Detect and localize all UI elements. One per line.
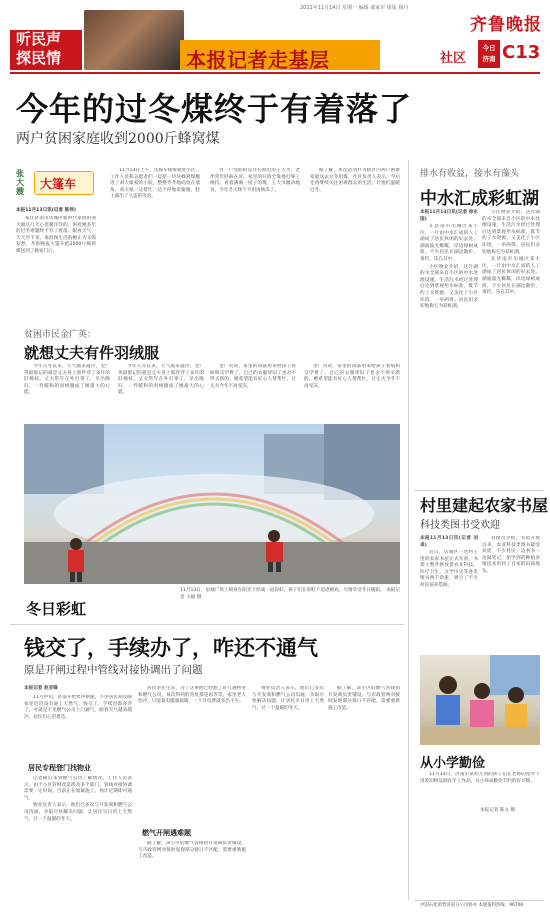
- footer-rule: [414, 900, 544, 901]
- lead-col3: [210, 168, 300, 316]
- story3-col2b: [138, 841, 246, 899]
- kid-1-body: [436, 695, 460, 725]
- story3-col1-text: 11月中旬，济南开始集中供暖，不少居民却反映家里迟迟没有通上天然气。钱交了，手续也都办齐了，可就是不见燃气公司上门通气，眼看天气越来越冷，居民们心里着急。: [24, 695, 132, 720]
- lead-col1-text: 家住济南市历城区新时代家园的刘大娘这几天心里暖洋洋的，困扰她多年的过冬难题终于有了着落。眼看天气一天天冷下来，靠低保生活的她正为买煤发愁，齐鲁晚报大篷车把2000斤蜂窝煤送到了她家门口。: [16, 216, 96, 254]
- kid-3-head: [508, 687, 524, 703]
- right-mid-headline: 村里建起农家书屋: [420, 496, 549, 515]
- kid-2-body: [470, 700, 494, 728]
- right-top-headline: 中水汇成彩虹湖: [420, 189, 539, 209]
- lead-col4-text: 据了解，本次活动共为辖区内两户困难家庭送去过冬用煤。社区负责人表示，今后还将继续关注困难群众的生活，让他们温暖过冬。: [310, 168, 400, 193]
- story3-col2-text: 居民李先生说，为了这事他已经跑了好几趟物业和燃气公司，每次得到的答复都是再等等。家里老人怕冷，只能靠电暖器取暖，一个月电费就多出不少。: [138, 686, 246, 705]
- logo-text: 大篷车: [40, 177, 77, 191]
- rainbow-photo: [24, 424, 400, 584]
- page-number: C13: [502, 42, 541, 63]
- story3-col1b-text2: 物业负责人表示，他们已多次与开发商和燃气公司沟通，争取尽快解决问题，让居民早日用上天然气，过一个温暖的冬天。: [24, 803, 132, 822]
- kids-photo: [420, 655, 540, 745]
- lead-byline: 本报11月13日讯(记者 陈伟): [16, 208, 76, 213]
- story2-col3-text: 今年入冬以来，天气越来越冷，金广英最惦记的就是丈夫身上那件穿了多年的旧棉袄。丈夫常年在外打零工，早出晚归，一件暖和的羽绒服成了她最大的心愿。: [118, 364, 204, 396]
- story3-headline: 钱交了，手续办了，咋还不通气: [24, 636, 318, 660]
- header-rule: [10, 72, 540, 74]
- right-bottom-title: 从小学勤俭: [420, 756, 486, 771]
- lead-col1: [16, 216, 96, 316]
- lead-col4: [310, 168, 400, 316]
- right-column-divider: [408, 160, 409, 900]
- story3-col3-text: 物业负责人表示，他们已多次与开发商和燃气公司沟通，争取尽快解决问题，让居民早日用上天然气，过一个温暖的冬天。: [252, 686, 324, 711]
- edition-box: [478, 40, 500, 68]
- right-top-byline: 本报11月13日讯(记者 徐永国): [420, 210, 478, 222]
- kid-3-body: [505, 704, 527, 730]
- right-top-col1-text: 在济南市历城区某小区，一片由中水汇成的人工湖成了居民休闲的好去处。湖面波光粼粼，岸边绿树成荫，不少居民在湖边散步、垂钓，乐在其中。: [420, 224, 478, 262]
- story3-col1b-text: 记者随后来到燃气公司了解情况。工作人员表示，由于小区管网改造涉及多个部门，管线对接协调需要一定时间，目前正在加紧施工，预计近期即可通气。: [24, 776, 132, 801]
- right-mid-col1-text: 近日，历城区一处村子里的农家书屋正式开放，书架上整齐摆放着农业科技、医疗卫生、文学历史等各类图书两千余册，吸引了不少村民前来借阅。: [420, 550, 478, 588]
- right-bottom-credit: 本报记者 陈文 摄: [480, 808, 516, 813]
- story2-col1-text: 今年入冬以来，天气越来越冷，金广英最惦记的就是丈夫身上那件穿了多年的旧棉袄。丈夫常年在外打零工，早出晚归，一件暖和的羽绒服成了她最大的心愿。: [24, 364, 110, 396]
- right-mid-col2-text: 管理员介绍，书屋开放以来，农业科技类图书最受欢迎，不少村民一边看书一边做笔记，把学到的种植养殖技术用到了自家的田间地头。: [482, 536, 540, 574]
- section-label: 社区: [440, 51, 467, 66]
- right-mid-byline: 本报11月13日讯(记者 刘卓): [420, 536, 478, 548]
- story2-col4: [304, 364, 400, 419]
- banner-photo: [84, 10, 184, 70]
- story2-col3: [118, 364, 204, 419]
- building-left: [24, 424, 104, 494]
- photo-scene: [24, 424, 400, 584]
- right-top-kicker: 排水有收益，接水有藻头: [420, 169, 520, 179]
- right-top-col1: [420, 224, 478, 486]
- kid-1-head: [439, 676, 457, 694]
- logo-small-text: 张大嫂: [16, 169, 24, 196]
- date-line: 2011年11月14日 星期一 编辑 戚家军 组版 杨丹: [300, 5, 409, 11]
- right-top-col2-text2: 在济南市历城区某小区，一片由中水汇成的人工湖成了居民休闲的好去处。湖面波光粼粼，岸边绿树成荫，不少居民在湖边散步、垂钓，乐在其中。: [482, 257, 540, 296]
- lead-subhead: 两户贫困家庭收到2000斤蜂窝煤: [16, 131, 220, 147]
- right-rule-1: [414, 490, 544, 491]
- right-top-col2-text: 小区物业介绍，这片湖的水全部来自小区的中水处理设施，生活污水经过处理后达到景观用水标准，既节约了水资源，又美化了小区环境，一举两得。居民们亲切地称它为彩虹湖。: [482, 210, 540, 255]
- lead-col2-text: 11月13日上午，送煤车缓缓驶进小区，工作人员和志愿者们一起把一块块蜂窝煤搬进了刘大娘家的小院，整整齐齐地码放在墙角。刘大娘一边帮忙一边不停地说谢谢，脸上露出了久违的笑容。: [110, 168, 200, 200]
- story3-col4: [328, 686, 400, 898]
- story3-col2b-text: 据了解，该小区的燃气管线由开发商负责铺设，与市政管网对接时发现部分接口不匹配，需要重新施工改造。: [138, 841, 246, 860]
- lead-col3-text: 另一户受助的是住在附近的王大爷，老伴常年卧病在床，家里的开销全靠他打零工维持。看着满满一屋子的煤，王大爷激动地说，今年冬天终于不用再挨冻了。: [210, 168, 300, 193]
- footer-text: 中国石化销售济南分公司协办 本版报料热线：96706: [420, 903, 524, 908]
- right-bottom-caption: [420, 772, 540, 806]
- right-top-col1-text2: 小区物业介绍，这片湖的水全部来自小区的中水处理设施，生活污水经过处理后达到景观用水标准，既节约了水资源，又美化了小区环境，一举两得。居民们亲切地称它为彩虹湖。: [420, 264, 478, 310]
- story2-kicker: 贫困市民金广英：: [24, 330, 97, 340]
- story2-headline: 就想丈夫有件羽绒服: [24, 344, 160, 362]
- kid-2-head: [474, 683, 490, 699]
- column-tag: [10, 30, 82, 70]
- column-tag-line2: 探民情: [16, 49, 62, 67]
- story3-col4-text: 据了解，该小区的燃气管线由开发商负责铺设，与市政管网对接时发现部分接口不匹配，需要重新施工改造。: [328, 686, 400, 711]
- lead-col2: [110, 168, 200, 316]
- lead-headline: 今年的过冬煤终于有着落了: [16, 90, 413, 128]
- story3-side-title2: 燃气开闸遇难题: [142, 829, 191, 837]
- right-mid-col2: [482, 536, 540, 650]
- photo-title: 冬日彩虹: [26, 600, 87, 618]
- story3-subhead: 原是开闸过程中管线对接协调出了问题: [24, 664, 203, 676]
- story3-col1b: [24, 776, 132, 898]
- column-tag-line1: 听民声: [16, 30, 62, 48]
- right-bottom-caption-text: 11月13日，济南市某幼儿园的孩子们在老师的指导下用废旧物品制作手工作品，从小养成勤俭节约的好习惯。: [420, 772, 540, 784]
- story3-col1: [24, 695, 132, 759]
- edition-bottom: 济南: [482, 55, 496, 63]
- photo-credit: 本报记者 王媛 摄: [180, 588, 400, 600]
- kids-scene: [420, 655, 540, 745]
- story2-col2: [210, 364, 296, 419]
- right-top-col2: [482, 210, 540, 486]
- table: [420, 727, 540, 745]
- mid-rule: [10, 624, 404, 625]
- paper-name: 齐鲁晚报: [470, 15, 542, 35]
- story2-col4-text: 金广英说，家里的钱都用来给孩子看病和交学费了，自己的衣服穿旧了也舍不得买新的。她希望能有好心人帮帮忙，让丈夫今冬不再受冻。: [304, 364, 400, 389]
- right-mid-subhead: 科技类图书受欢迎: [420, 520, 500, 531]
- story3-col2: [138, 686, 246, 826]
- lead-logo: [16, 165, 96, 205]
- story3-side-title: 居民专程登门找物业: [28, 764, 91, 772]
- photo-caption-text: 11月13日，泉城广场上喷泉在阳光下形成一道彩虹，孩子们在彩虹下追逐嬉戏，尽情享受冬日暖阳。: [180, 588, 385, 593]
- story3-byline: 本报记者 赵亚锋: [24, 686, 58, 691]
- photo-caption: [180, 588, 400, 601]
- story3-col3: [252, 686, 324, 898]
- banner-title: 本报记者走基层: [186, 48, 330, 72]
- right-mid-col1: [420, 550, 478, 650]
- story2-col1: [24, 364, 110, 419]
- story2-col2-text: 金广英说，家里的钱都用来给孩子看病和交学费了，自己的衣服穿旧了也舍不得买新的。她希望能有好心人帮帮忙，让丈夫今冬不再受冻。: [210, 364, 296, 389]
- edition-top: 今日: [482, 44, 496, 52]
